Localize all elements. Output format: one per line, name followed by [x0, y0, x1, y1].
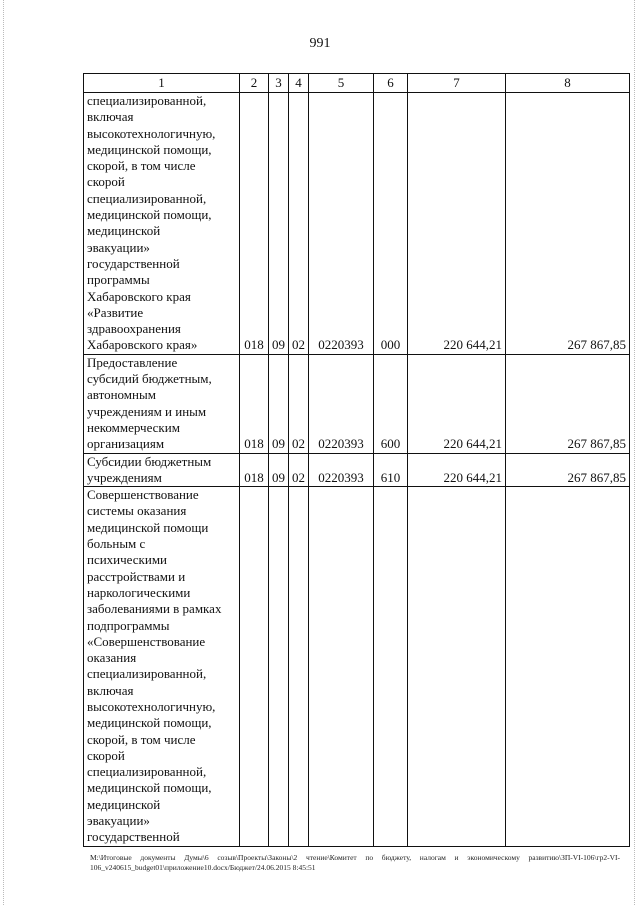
budget-table: [83, 73, 630, 847]
scan-edge-left: [3, 0, 5, 905]
header-col-5: 5: [309, 74, 374, 93]
row-section-code: 09: [269, 93, 289, 355]
row-expense-type: 600: [374, 354, 408, 453]
document-path-footer: M:\Итоговые документы Думы\6 созыв\Проекты\Законы\2 чтение\Комитет по бюджету, налогам и экономическому развитию\ЗП-VI-106\гр2-VI-106_v240615_budget01\приложение10.docx/Бюджет/24.06.2015 8:45:51: [90, 853, 620, 872]
header-col-6: 6: [374, 74, 408, 93]
row-target-article: [309, 487, 374, 847]
row-target-article: 0220393: [309, 354, 374, 453]
header-col-1: 1: [84, 74, 240, 93]
row-expense-type: 000: [374, 93, 408, 355]
row-name: Совершенствование системы оказания медицинской помощи больным с психическими расстройствами и наркологическими заболеваниями в рамках подпрограммы «Совершенствование оказания специализированной, включая высокотехнологичную, медицинской помощи, скорой, в том числе скорой специализированной, медицинской помощи, медицинской эвакуации» государственной: [84, 487, 240, 847]
header-col-8: 8: [506, 74, 630, 93]
row-name: специализированной, включая высокотехнологичную, медицинской помощи, скорой, в том числе скорой специализированной, медицинской помощи, медицинской эвакуации» государственной программы Хабаровского края «Развитие здравоохранения Хабаровского края»: [84, 93, 240, 355]
table-header-row: [84, 74, 630, 93]
row-section-code: 09: [269, 453, 289, 487]
header-col-2: 2: [240, 74, 269, 93]
header-col-3: 3: [269, 74, 289, 93]
page-number: 991: [309, 36, 331, 51]
header-col-7: 7: [408, 74, 506, 93]
row-amount-2: 267 867,85: [506, 354, 630, 453]
row-amount-1: 220 644,21: [408, 93, 506, 355]
table-row: [84, 93, 630, 355]
header-col-4: 4: [289, 74, 309, 93]
row-subsection-code: 02: [289, 93, 309, 355]
table-row: [84, 487, 630, 847]
row-amount-2: 267 867,85: [506, 453, 630, 487]
scan-edge-right: [634, 0, 636, 905]
row-subsection-code: 02: [289, 354, 309, 453]
row-ministry-code: 018: [240, 93, 269, 355]
table-row: [84, 453, 630, 487]
row-subsection-code: 02: [289, 453, 309, 487]
row-name: Субсидии бюджетным учреждениям: [84, 453, 240, 487]
row-expense-type: 610: [374, 453, 408, 487]
row-section-code: 09: [269, 354, 289, 453]
row-amount-1: 220 644,21: [408, 453, 506, 487]
row-expense-type: [374, 487, 408, 847]
row-amount-1: [408, 487, 506, 847]
table-row: [84, 354, 630, 453]
row-subsection-code: [289, 487, 309, 847]
row-section-code: [269, 487, 289, 847]
row-ministry-code: 018: [240, 453, 269, 487]
row-amount-2: 267 867,85: [506, 93, 630, 355]
row-name: Предоставление субсидий бюджетным, автономным учреждениям и иным некоммерческим организациям: [84, 354, 240, 453]
row-amount-2: [506, 487, 630, 847]
row-amount-1: 220 644,21: [408, 354, 506, 453]
row-ministry-code: 018: [240, 354, 269, 453]
row-ministry-code: [240, 487, 269, 847]
row-target-article: 0220393: [309, 453, 374, 487]
row-target-article: 0220393: [309, 93, 374, 355]
